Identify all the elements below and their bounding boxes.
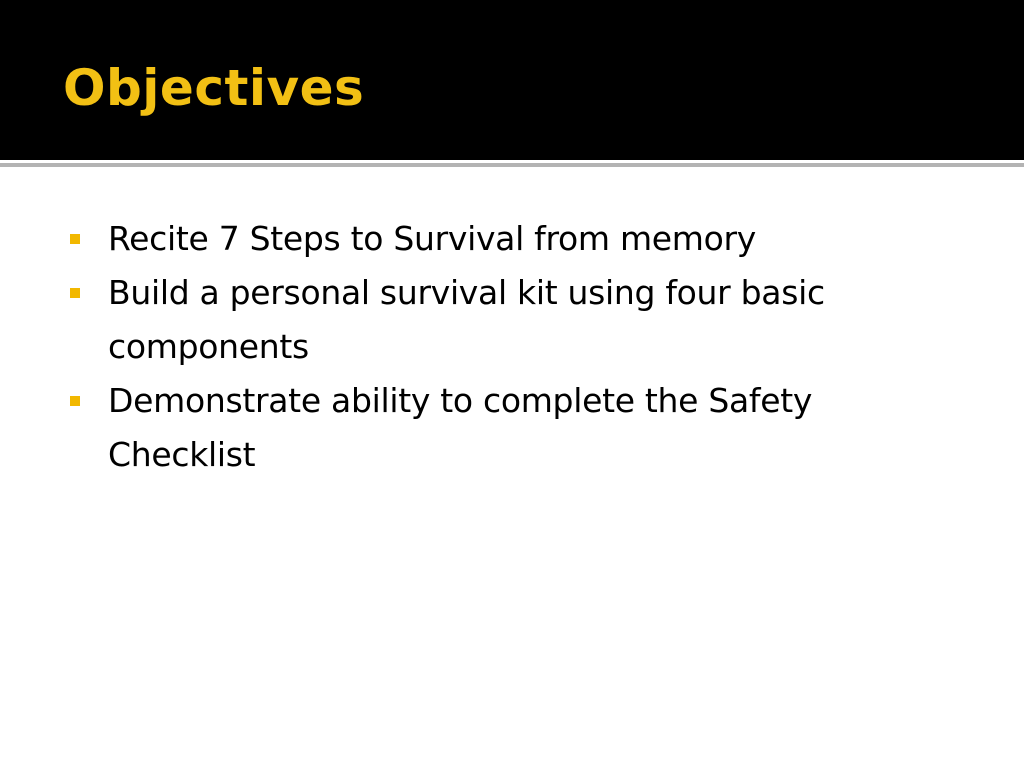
title-divider-grey [0,163,1024,167]
bullet-item [70,374,950,482]
bullet-text: Recite 7 Steps to Survival from memory [108,219,757,258]
bullet-text: Demonstrate ability to complete the Safety Checklist [108,381,813,474]
bullet-item [70,212,950,266]
title-bar [0,0,1024,160]
bullet-text: Build a personal survival kit using four basic components [108,273,825,366]
bullet-list [70,212,950,482]
square-bullet-icon [70,234,80,244]
slide-title: Objectives [63,59,365,117]
square-bullet-icon [70,288,80,298]
bullet-item [70,266,950,374]
square-bullet-icon [70,396,80,406]
